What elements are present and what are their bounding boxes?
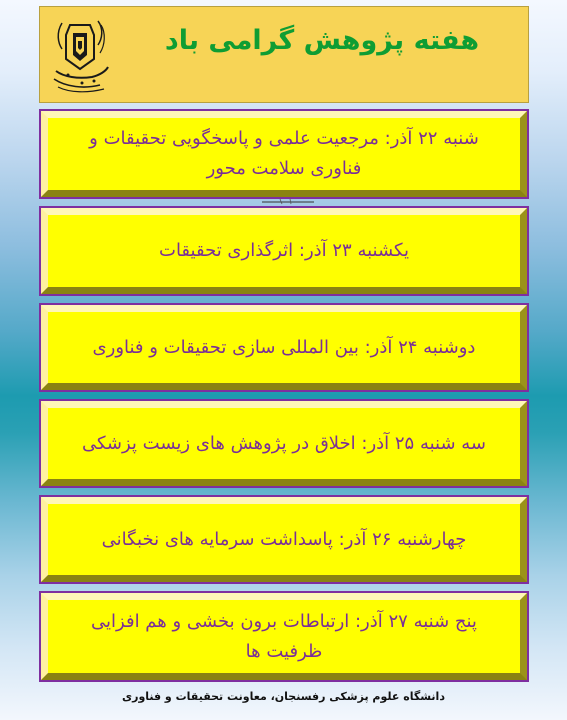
day-card-text: دوشنبه ۲۴ آذر: بین المللی سازی تحقیقات و فناوری <box>92 336 476 358</box>
day-card-panel <box>41 401 527 486</box>
day-card-saturday <box>39 109 529 199</box>
day-card-panel <box>41 208 527 294</box>
university-emblem-icon <box>48 15 112 97</box>
day-card-wednesday <box>39 495 529 584</box>
day-card-monday <box>39 303 529 392</box>
day-card-thursday <box>39 591 529 682</box>
page-title: هفته پژوهش گرامی باد <box>164 25 480 56</box>
footer-credit: دانشگاه علوم پزشکی رفسنجان، معاونت تحقیقات و فناوری <box>122 690 445 703</box>
day-card-panel <box>41 305 527 390</box>
decorative-stroke <box>260 198 316 206</box>
day-card-text: سه شنبه ۲۵ آذر: اخلاق در پژوهش های زیست پزشکی <box>81 432 487 454</box>
day-card-panel <box>41 497 527 582</box>
day-card-text: پنج شنبه ۲۷ آذر: ارتباطات برون بخشی و هم افزایی ظرفیت ها <box>91 610 477 662</box>
day-card-panel <box>41 593 527 680</box>
day-card-panel <box>41 111 527 197</box>
day-card-text: شنبه ۲۲ آذر: مرجعیت علمی و پاسخگویی تحقیقات و فناوری سلامت محور <box>89 128 479 179</box>
day-card-sunday <box>39 206 529 296</box>
day-card-text: چهارشنبه ۲۶ آذر: پاسداشت سرمایه های نخبگانی <box>101 528 467 550</box>
day-card-tuesday <box>39 399 529 488</box>
header-banner <box>39 6 529 103</box>
day-card-text: یکشنبه ۲۳ آذر: اثرگذاری تحقیقات <box>159 240 409 261</box>
